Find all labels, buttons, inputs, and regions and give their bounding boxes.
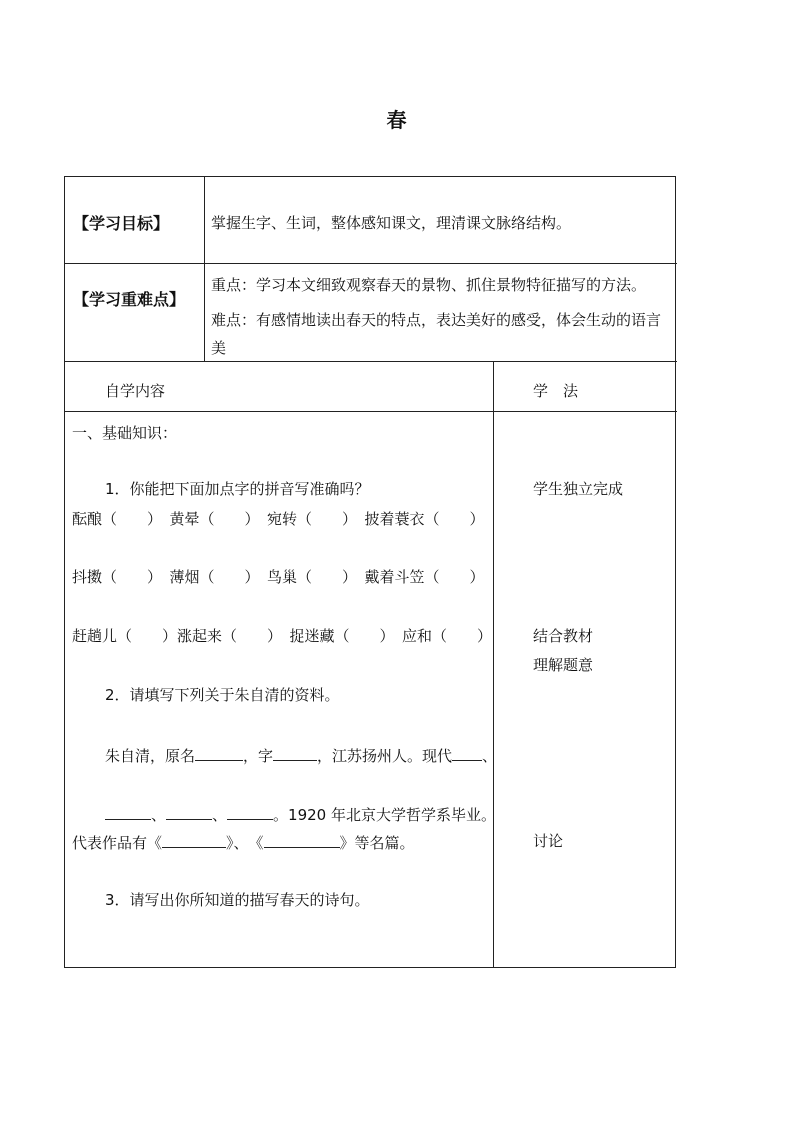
method-textbook: 结合教材	[533, 627, 594, 645]
bio-line-1	[105, 744, 497, 766]
question-2: 2．请填写下列关于朱自清的资料。	[105, 686, 340, 704]
method-understand: 理解题意	[533, 656, 594, 674]
section-heading: 一、基础知识：	[72, 424, 178, 442]
goal-label: 【学习目标】	[73, 214, 170, 233]
method-column-divider	[493, 362, 494, 968]
goal-text: 掌握生字、生词，整体感知课文，理清课文脉络结构。	[211, 214, 572, 232]
method-discuss: 讨论	[533, 832, 564, 850]
pinyin-row-3: 赶趟儿（ ）涨起来（ ） 捉迷藏（ ） 应和（ ）	[72, 627, 493, 645]
page-title: 春	[386, 108, 407, 132]
identity-blank	[227, 803, 273, 820]
method-independent: 学生独立完成	[533, 480, 624, 498]
key-points-label: 【学习重难点】	[73, 290, 186, 309]
work-title-blank	[162, 831, 226, 848]
bio-text: 》等名篇。	[339, 834, 415, 852]
row-divider	[65, 411, 677, 412]
courtesy-name-blank	[273, 744, 317, 761]
bio-text: 、	[151, 806, 167, 824]
bio-text: 、	[212, 806, 228, 824]
key-point-text: 重点：学习本文细致观察春天的景物、抓住景物特征描写的方法。	[211, 276, 647, 294]
pinyin-row-1: 酝酿（ ） 黄晕（ ） 宛转（ ） 披着蓑衣（ ）	[72, 510, 485, 528]
identity-blank	[452, 744, 482, 761]
label-column-divider	[204, 177, 205, 362]
difficult-point-text: 难点：有感情地读出春天的特点，表达美好的感受，体会生动的语言美	[211, 311, 662, 357]
identity-blank	[105, 803, 151, 820]
pinyin-row-2: 抖擞（ ） 薄烟（ ） 鸟巢（ ） 戴着斗笠（ ）	[72, 568, 485, 586]
identity-blank	[166, 803, 212, 820]
work-title-blank	[264, 831, 340, 848]
bio-text: ，字	[243, 747, 274, 765]
row-divider	[65, 263, 677, 264]
bio-text: 朱自清，原名	[105, 747, 196, 765]
study-table	[64, 176, 676, 968]
bio-text: 代表作品有《	[72, 834, 163, 852]
bio-text: 。1920 年北京大学哲学系毕业。	[273, 806, 496, 824]
bio-text: ，江苏扬州人。现代	[317, 747, 453, 765]
content-header: 自学内容	[105, 382, 166, 400]
original-name-blank	[195, 744, 243, 761]
bio-text: 、	[482, 747, 498, 765]
bio-line-3	[72, 831, 415, 853]
method-header: 学 法	[533, 382, 579, 400]
question-1: 1．你能把下面加点字的拼音写准确吗？	[105, 480, 370, 498]
bio-line-2	[105, 803, 496, 825]
question-3: 3．请写出你所知道的描写春天的诗句。	[105, 891, 370, 909]
bio-text: 》、 《	[226, 834, 264, 852]
